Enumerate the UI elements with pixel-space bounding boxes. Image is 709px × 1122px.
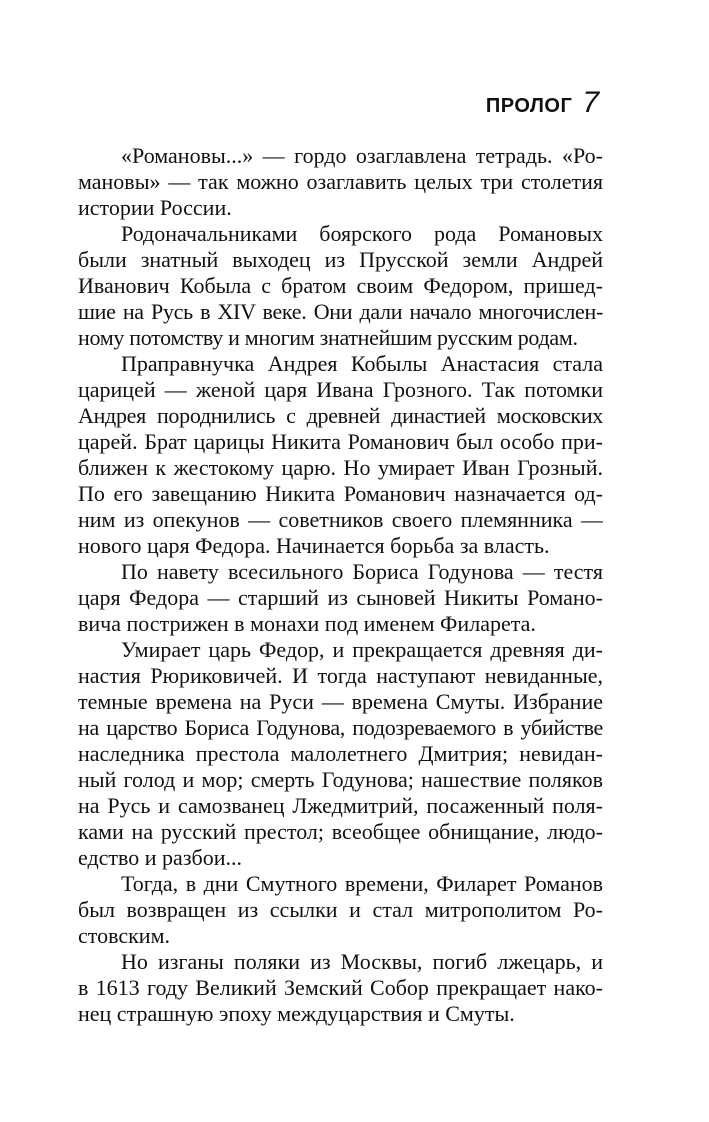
- text-line: ками на русский престол; всеобщее обнищание, людо-: [78, 819, 603, 844]
- text-line: царицей — женой царя Ивана Грозного. Так потомки: [78, 377, 603, 402]
- text-line: Иванович Кобыла с братом своим Федором, пришед-: [78, 273, 603, 298]
- body-text: [78, 143, 603, 1027]
- text-line: едство и разбои...: [78, 845, 242, 870]
- text-line: был возвращен из ссылки и стал митрополитом Ро-: [78, 897, 603, 922]
- text-line: мановы» — так можно озаглавить целых три столетия: [78, 169, 603, 194]
- text-line: Но изганы поляки из Москвы, погиб лжецарь, и: [121, 949, 603, 974]
- page-number: 7: [582, 86, 599, 119]
- text-line: Умирает царь Федор, и прекращается древняя ди-: [121, 637, 603, 662]
- text-line: наследника престола малолетнего Дмитрия; невидан-: [78, 741, 603, 766]
- text-line: нового царя Федора. Начинается борьба за власть.: [78, 533, 550, 558]
- text-line: «Романовы...» — гордо озаглавлена тетрадь. «Ро-: [121, 143, 603, 168]
- text-line: По навету всесильного Бориса Годунова — тестя: [121, 559, 603, 584]
- text-line: нец страшную эпоху междуцарствия и Смуты.: [78, 1001, 515, 1026]
- text-line: настия Рюриковичей. И тогда наступают невиданные,: [78, 663, 603, 688]
- text-line: шие на Русь в XIV веке. Они дали начало многочислен-: [78, 299, 603, 324]
- paragraph: [78, 871, 603, 949]
- text-line: стовским.: [78, 923, 170, 948]
- text-line: ближен к жестокому царю. Но умирает Иван Грозный.: [78, 455, 603, 480]
- text-line: ному потомству и многим знатнейшим русским родам.: [78, 325, 578, 350]
- text-line: ним из опекунов — советников своего племянника —: [78, 507, 603, 532]
- paragraph: [78, 143, 603, 221]
- text-line: ный голод и мор; смерть Годунова; нашествие поляков: [78, 767, 603, 792]
- paragraph: [78, 637, 603, 871]
- text-line: Родоначальниками боярского рода Романовых: [121, 221, 603, 246]
- text-line: царей. Брат царицы Никита Романович был особо при-: [78, 429, 603, 454]
- text-line: вича пострижен в монахи под именем Филарета.: [78, 611, 536, 636]
- text-line: По его завещанию Никита Романович назначается од-: [78, 481, 603, 506]
- page-header: [486, 88, 599, 118]
- text-line: на царство Бориса Годунова, подозреваемого в убийстве: [78, 715, 603, 740]
- text-line: Андрея породнились с древней династией московских: [78, 403, 603, 428]
- running-head: ПРОЛОГ: [485, 95, 573, 117]
- text-line: в 1613 году Великий Земский Собор прекращает нако-: [78, 975, 603, 1000]
- text-line: были знатный выходец из Прусской земли Андрей: [78, 247, 603, 272]
- text-line: на Русь и самозванец Лжедмитрий, посаженный поля-: [78, 793, 603, 818]
- paragraph: [78, 351, 603, 559]
- text-line: Тогда, в дни Смутного времени, Филарет Романов: [121, 871, 603, 896]
- paragraph: [78, 221, 603, 351]
- text-line: Праправнучка Андрея Кобылы Анастасия стала: [121, 351, 603, 376]
- paragraph: [78, 949, 603, 1027]
- text-line: истории России.: [78, 195, 232, 220]
- text-line: темные времена на Руси — времена Смуты. Избрание: [78, 689, 603, 714]
- paragraph: [78, 559, 603, 637]
- text-line: царя Федора — старший из сыновей Никиты Романо-: [78, 585, 603, 610]
